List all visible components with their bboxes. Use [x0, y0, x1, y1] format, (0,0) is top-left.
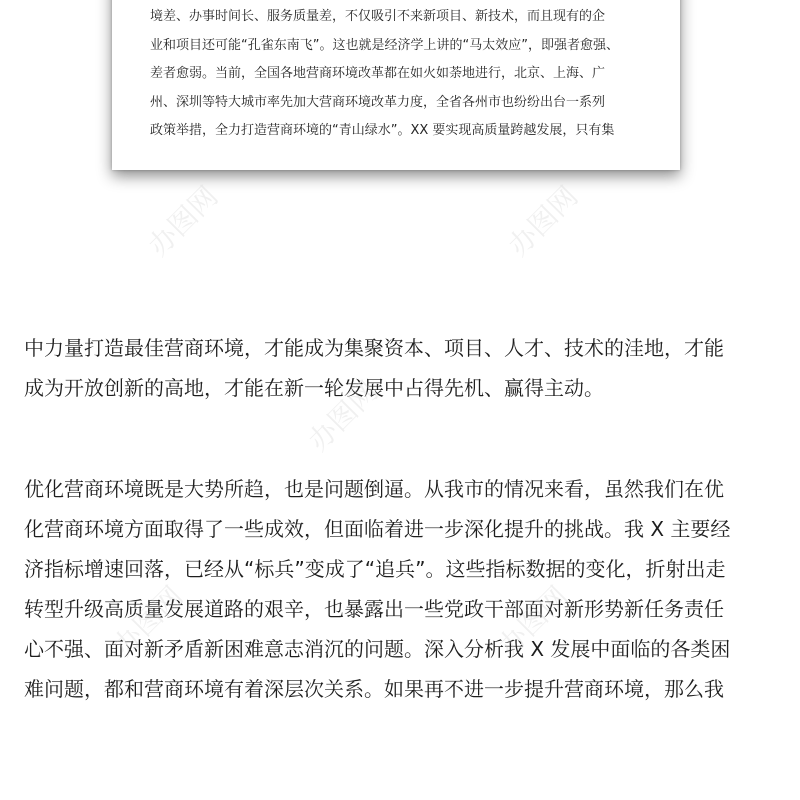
body-line: 难问题，都和营商环境有着深层次关系。如果再不进一步提升营商环境，那么我 [24, 677, 724, 701]
body-line: 成为开放创新的高地，才能在新一轮发展中占得先机、赢得主动。 [24, 376, 604, 400]
body-line: 转型升级高质量发展道路的艰辛，也暴露出一些党政干部面对新形势新任务责任 [24, 597, 724, 621]
card-line: 境差、办事时间长、服务质量差，不仅吸引不来新项目、新技术，而且现有的企 [150, 9, 606, 24]
card-line: 州、深圳等特大城市率先加大营商环境改革力度，全省各州市也纷纷出台一系列 [150, 94, 606, 110]
body-paragraph-1 [24, 328, 776, 408]
watermark: 办图网 [301, 374, 385, 458]
card-line: 差者愈弱。当前，全国各地营商环境改革都在如火如荼地进行，北京、上海、广 [150, 66, 606, 81]
body-line: 济指标增速回落，已经从“标兵”变成了“追兵”。这些指标数据的变化，折射出走 [24, 557, 726, 581]
document-page-card [112, 0, 680, 170]
watermark: 办图网 [106, 579, 190, 663]
body-line: 化营商环境方面取得了一些成效，但面临着进一步深化提升的挑战。我 X 主要经 [24, 517, 731, 541]
card-line: 业和项目还可能“孔雀东南飞”。这也就是经济学上讲的“马太效应”，即强者愈强、 [150, 37, 619, 53]
body-line: 心不强、面对新矛盾新困难意志消沉的问题。深入分析我 X 发展中面临的各类困 [24, 637, 731, 661]
card-line: 政策举措，全力打造营商环境的“青山绿水”。XX 要实现高质量跨越发展，只有集 [150, 123, 615, 138]
body-line: 优化营商环境既是大势所趋，也是问题倒逼。从我市的情况来看，虽然我们在优 [24, 477, 724, 501]
card-paragraph [150, 3, 650, 146]
body-paragraph-2 [24, 469, 776, 709]
body-line: 中力量打造最佳营商环境，才能成为集聚资本、项目、人才、技术的洼地，才能 [24, 336, 724, 360]
watermark: 办图网 [491, 579, 575, 663]
watermark: 办图网 [141, 179, 225, 263]
watermark: 办图网 [501, 179, 585, 263]
